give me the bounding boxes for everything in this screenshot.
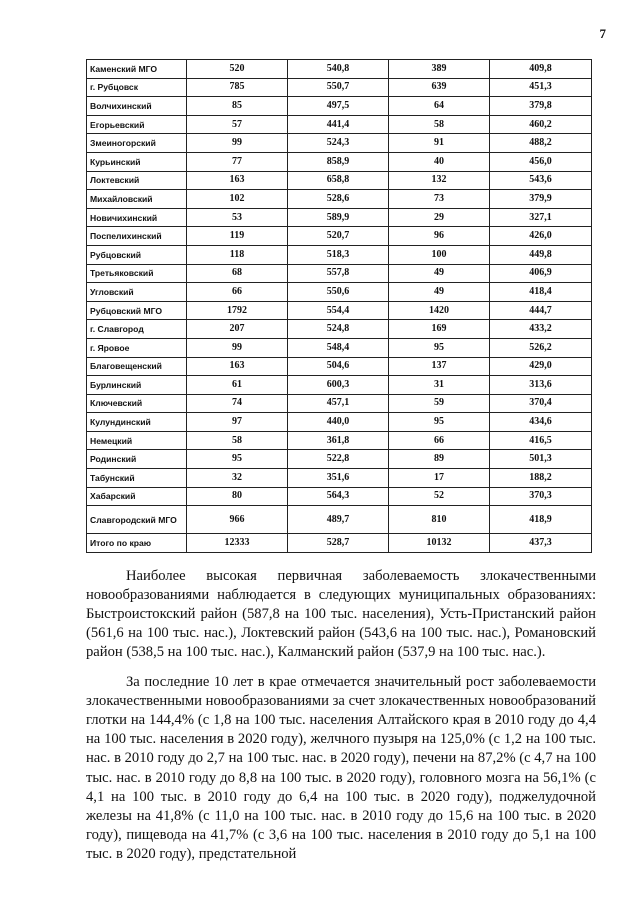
paragraph-ten-year-growth: За последние 10 лет в крае отмечается значительный рост заболеваемости злокачественными новообразованиями за счет злокачественных новообразований глотки на 144,4% (с 1,8 на 100 тыс. населения Алтайского края в 2010 году до 4,4 на 100 тыс. населения в 2020 году), желчного пузыря на 125,0% (с 1,2 на 100 тыс. нас. в 2010 году до 2,7 на 100 тыс. нас. в 2020 году), печени на 87,2% (с 4,7 на 100 тыс. нас. в 2010 году до 8,8 на 100 тыс. в 2020 году), головного мозга на 56,1% (с 4,1 на 100 тыс. в 2010 году до 6,4 на 100 тыс. в 2020 году), поджелудочной железы на 41,8% (с 11,0 на 100 тыс. нас. в 2010 году до 15,6 на 100 тыс. в 2020 году), пищевода на 41,7% (с 3,6 на 100 тыс. населения в 2010 году до 5,1 на 100 тыс. в 2020 году), предстательной [86,673,596,863]
value-cell: 520 [187,60,288,79]
value-cell: 17 [389,469,490,488]
value-cell: 437,3 [490,534,592,553]
value-cell: 416,5 [490,431,592,450]
value-cell: 528,7 [288,534,389,553]
value-cell: 95 [389,338,490,357]
table-row [87,152,592,171]
value-cell: 543,6 [490,171,592,190]
table-row [87,134,592,153]
value-cell: 540,8 [288,60,389,79]
municipality-cell: Итого по краю [87,534,187,553]
table-row [87,469,592,488]
value-cell: 449,8 [490,245,592,264]
table-body [87,60,592,553]
table-row [87,264,592,283]
municipality-cell: Рубцовский МГО [87,301,187,320]
value-cell: 89 [389,450,490,469]
value-cell: 49 [389,283,490,302]
value-cell: 379,9 [490,190,592,209]
value-cell: 554,4 [288,301,389,320]
value-cell: 163 [187,357,288,376]
municipality-cell: Новичихинский [87,208,187,227]
value-cell: 451,3 [490,78,592,97]
value-cell: 550,7 [288,78,389,97]
value-cell: 68 [187,264,288,283]
value-cell: 57 [187,115,288,134]
value-cell: 58 [389,115,490,134]
value-cell: 53 [187,208,288,227]
table-row [87,487,592,506]
value-cell: 351,6 [288,469,389,488]
value-cell: 327,1 [490,208,592,227]
value-cell: 137 [389,357,490,376]
table-row [87,208,592,227]
value-cell: 313,6 [490,376,592,395]
table-row [87,431,592,450]
value-cell: 31 [389,376,490,395]
value-cell: 557,8 [288,264,389,283]
value-cell: 418,4 [490,283,592,302]
value-cell: 501,3 [490,450,592,469]
value-cell: 524,8 [288,320,389,339]
value-cell: 518,3 [288,245,389,264]
value-cell: 460,2 [490,115,592,134]
value-cell: 434,6 [490,413,592,432]
municipality-cell: Михайловский [87,190,187,209]
value-cell: 74 [187,394,288,413]
municipality-cell: Бурлинский [87,376,187,395]
value-cell: 12333 [187,534,288,553]
value-cell: 188,2 [490,469,592,488]
value-cell: 658,8 [288,171,389,190]
value-cell: 73 [389,190,490,209]
table-row [87,245,592,264]
table-row [87,190,592,209]
table-row [87,413,592,432]
table-row [87,534,592,553]
value-cell: 550,6 [288,283,389,302]
value-cell: 600,3 [288,376,389,395]
municipality-cell: Змеиногорский [87,134,187,153]
value-cell: 91 [389,134,490,153]
value-cell: 785 [187,78,288,97]
value-cell: 457,1 [288,394,389,413]
value-cell: 119 [187,227,288,246]
value-cell: 409,8 [490,60,592,79]
value-cell: 49 [389,264,490,283]
value-cell: 810 [389,506,490,534]
value-cell: 966 [187,506,288,534]
value-cell: 858,9 [288,152,389,171]
value-cell: 370,3 [490,487,592,506]
table-row [87,450,592,469]
value-cell: 524,3 [288,134,389,153]
value-cell: 99 [187,338,288,357]
municipality-cell: г. Яровое [87,338,187,357]
value-cell: 1792 [187,301,288,320]
table-row [87,78,592,97]
value-cell: 639 [389,78,490,97]
table-row [87,338,592,357]
value-cell: 361,8 [288,431,389,450]
value-cell: 1420 [389,301,490,320]
value-cell: 548,4 [288,338,389,357]
table-row [87,227,592,246]
municipality-cell: Ключевский [87,394,187,413]
table-row [87,394,592,413]
municipality-cell: Локтевский [87,171,187,190]
municipality-cell: Благовещенский [87,357,187,376]
value-cell: 77 [187,152,288,171]
value-cell: 426,0 [490,227,592,246]
value-cell: 95 [187,450,288,469]
value-cell: 418,9 [490,506,592,534]
value-cell: 99 [187,134,288,153]
municipality-cell: Курьинский [87,152,187,171]
value-cell: 80 [187,487,288,506]
value-cell: 528,6 [288,190,389,209]
municipality-cell: Кулундинский [87,413,187,432]
value-cell: 52 [389,487,490,506]
municipality-cell: Родинский [87,450,187,469]
value-cell: 441,4 [288,115,389,134]
value-cell: 489,7 [288,506,389,534]
table-row [87,376,592,395]
table-row [87,97,592,116]
value-cell: 504,6 [288,357,389,376]
municipality-cell: Каменский МГО [87,60,187,79]
municipality-cell: Славгородский МГО [87,506,187,534]
value-cell: 61 [187,376,288,395]
value-cell: 456,0 [490,152,592,171]
value-cell: 526,2 [490,338,592,357]
value-cell: 10132 [389,534,490,553]
page-number: 7 [599,26,606,41]
value-cell: 29 [389,208,490,227]
table-row [87,283,592,302]
value-cell: 444,7 [490,301,592,320]
table-row [87,60,592,79]
value-cell: 97 [187,413,288,432]
paragraph-high-incidence: Наиболее высокая первичная заболеваемость злокачественными новообразованиями наблюдается в следующих муниципальных образованиях: Быстроистокский район (587,8 на 100 тыс. населения), Усть-Пристанский район (561,6 на 100 тыс. нас.), Локтевский район (543,6 на 100 тыс. нас.), Романовский район (538,5 на 100 тыс. нас.), Калманский район (537,9 на 100 тыс. нас.). [86,567,596,661]
table-row [87,506,592,534]
table-row [87,320,592,339]
value-cell: 522,8 [288,450,389,469]
table-row [87,357,592,376]
value-cell: 589,9 [288,208,389,227]
value-cell: 96 [389,227,490,246]
municipality-cell: Немецкий [87,431,187,450]
value-cell: 85 [187,97,288,116]
municipality-cell: Хабарский [87,487,187,506]
municipality-cell: Волчихинский [87,97,187,116]
value-cell: 379,8 [490,97,592,116]
municipality-cell: г. Рубцовск [87,78,187,97]
value-cell: 163 [187,171,288,190]
table-row [87,171,592,190]
value-cell: 488,2 [490,134,592,153]
value-cell: 497,5 [288,97,389,116]
municipality-cell: Рубцовский [87,245,187,264]
value-cell: 433,2 [490,320,592,339]
value-cell: 520,7 [288,227,389,246]
value-cell: 40 [389,152,490,171]
value-cell: 59 [389,394,490,413]
municipality-cell: Поспелихинский [87,227,187,246]
table-row [87,301,592,320]
value-cell: 58 [187,431,288,450]
value-cell: 32 [187,469,288,488]
value-cell: 66 [389,431,490,450]
municipality-cell: г. Славгород [87,320,187,339]
incidence-table [86,59,592,553]
value-cell: 207 [187,320,288,339]
value-cell: 406,9 [490,264,592,283]
value-cell: 389 [389,60,490,79]
value-cell: 102 [187,190,288,209]
municipality-cell: Угловский [87,283,187,302]
value-cell: 370,4 [490,394,592,413]
municipality-cell: Егорьевский [87,115,187,134]
value-cell: 564,3 [288,487,389,506]
value-cell: 169 [389,320,490,339]
value-cell: 95 [389,413,490,432]
value-cell: 132 [389,171,490,190]
value-cell: 64 [389,97,490,116]
value-cell: 66 [187,283,288,302]
table-row [87,115,592,134]
municipality-cell: Третьяковский [87,264,187,283]
municipality-cell: Табунский [87,469,187,488]
value-cell: 440,0 [288,413,389,432]
value-cell: 118 [187,245,288,264]
value-cell: 100 [389,245,490,264]
value-cell: 429,0 [490,357,592,376]
